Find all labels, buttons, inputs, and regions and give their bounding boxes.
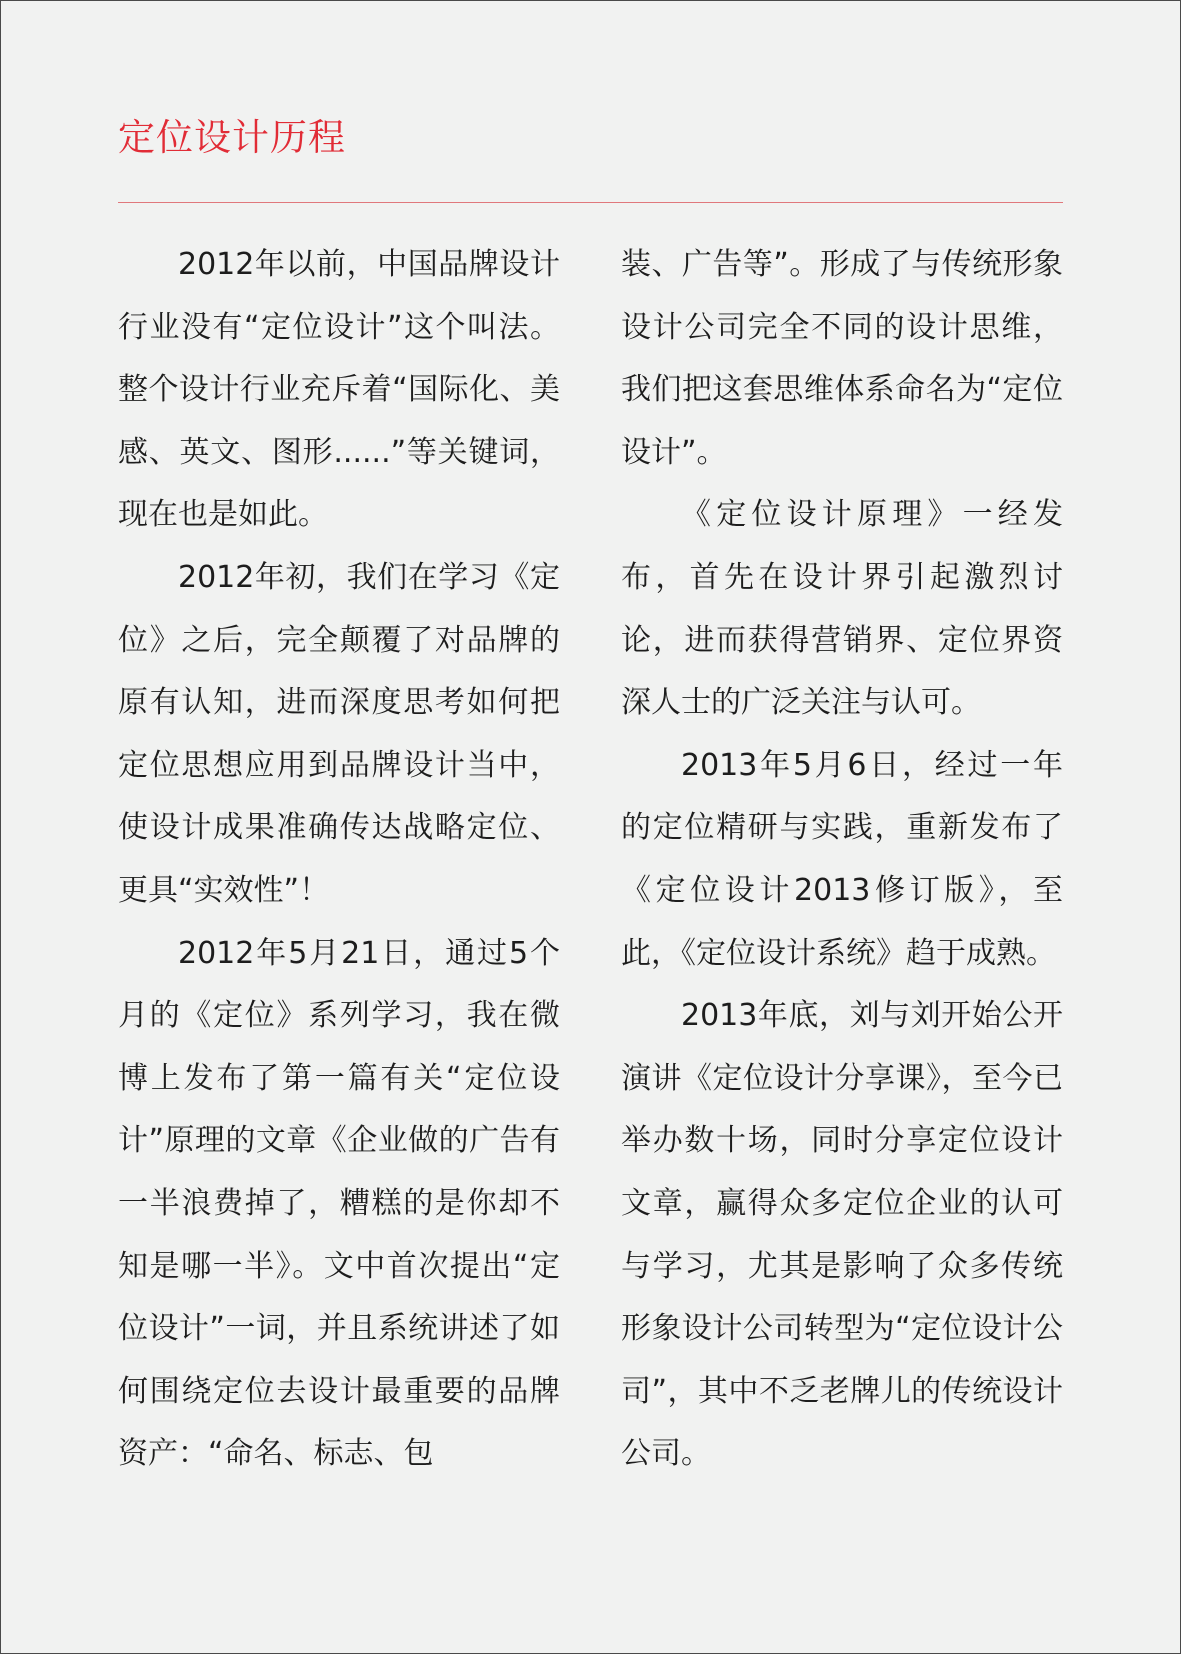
paragraph-early-2012: 2012年初，我们在学习《定位》之后，完全颠覆了对品牌的原有认知，进而深度思考如何把定位思想应用到品牌设计当中，使设计成果准确传达战略定位、更具“实效性”！ <box>118 559 560 908</box>
right-column <box>621 234 1063 1486</box>
paragraph-may-2012: 2012年5月21日，通过5个月的《定位》系列学习，我在微博上发布了第一篇有关“定位设计”原理的文章《企业做的广告有一半浪费掉了，糟糕的是你却不知是哪一半》。文中首次提出“定位设计”一词，并且系统讲述了如何围绕定位去设计最重要的品牌资产：“命名、标志、包 <box>118 935 560 1472</box>
page-title: 定位设计历程 <box>118 116 346 159</box>
left-column <box>118 234 560 1486</box>
title-divider <box>118 202 1063 203</box>
paragraph-may-2013: 2013年5月6日，经过一年的定位精研与实践，重新发布了《定位设计2013修订版》，至此，《定位设计系统》趋于成熟。 <box>621 747 1063 971</box>
paragraph-end-2013: 2013年底，刘与刘开始公开演讲《定位设计分享课》，至今已举办数十场，同时分享定位设计文章，赢得众多定位企业的认可与学习，尤其是影响了众多传统形象设计公司转型为“定位设计公司”，其中不乏老牌儿的传统设计公司。 <box>621 998 1063 1472</box>
paragraph-principles-release: 《定位设计原理》一经发布，首先在设计界引起激烈讨论，进而获得营销界、定位界资深人士的广泛关注与认可。 <box>621 497 1063 721</box>
paragraph-may-2012-continued: 装、广告等”。形成了与传统形象设计公司完全不同的设计思维，我们把这套思维体系命名为“定位设计”。 <box>621 247 1063 470</box>
paragraph-before-2012: 2012年以前，中国品牌设计行业没有“定位设计”这个叫法。整个设计行业充斥着“国际化、美感、英文、图形......”等关键词，现在也是如此。 <box>118 247 560 533</box>
